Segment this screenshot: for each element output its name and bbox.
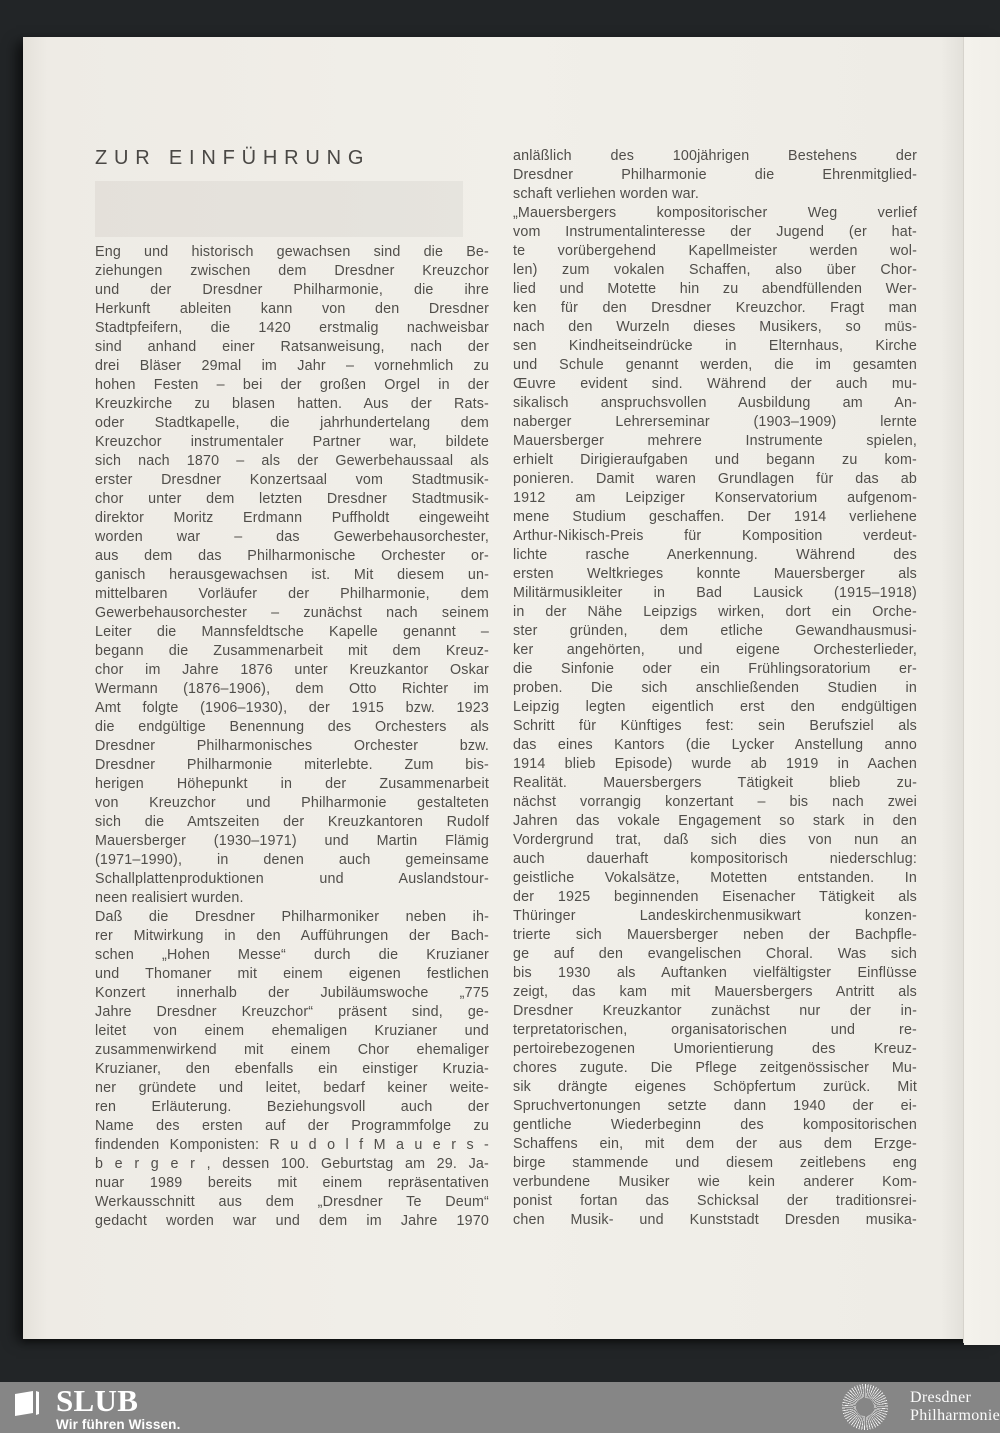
text-line: terpretatorischen, organisatorischen und re- xyxy=(513,1022,917,1038)
text-line: die endgültige Benennung des Orchesters als xyxy=(95,719,489,735)
text-line: Realität. Mauersbergers Tätigkeit blieb zu- xyxy=(513,775,917,791)
text-line: verbundene Musiker wie kein anderer Kom- xyxy=(513,1174,917,1190)
text-line: auch dauerhaft kompositorisch niederschlug: xyxy=(513,851,917,867)
text-line: zeigt, das kam mit Mauersbergers Antritt als xyxy=(513,984,917,1000)
text-line: Stadtpfeifern, die 1420 erstmalig nachweisbar xyxy=(95,320,489,336)
text-line: Kreuzchor instrumentaler Partner war, bildete xyxy=(95,434,489,450)
text-line: Dresdner Kreuzkantor zunächst nur der in- xyxy=(513,1003,917,1019)
text-line: te vorübergehend Kapellmeister werden wol- xyxy=(513,243,917,259)
text-line: Werkausschnitt aus dem „Dresdner Te Deum“ xyxy=(95,1194,489,1210)
page-fold-line xyxy=(963,37,964,1343)
text-line: findenden Komponisten: R u d o l f M a u e r s - xyxy=(95,1137,489,1153)
text-line: Jahre Dresdner Kreuzchor“ präsent sind, ge- xyxy=(95,1004,489,1020)
text-line: Dresdner Philharmonisches Orchester bzw. xyxy=(95,738,489,754)
text-line: bis 1930 als Auftanken vielfältigster Einflüsse xyxy=(513,965,917,981)
text-line: ponist fortan das Schicksal der traditionsrei- xyxy=(513,1193,917,1209)
page-gutter-shading xyxy=(941,37,963,1339)
text-line: ganisch herausgewachsen ist. Mit diesem un- xyxy=(95,567,489,583)
text-line: drei Bläser 29mal im Jahr – vornehmlich zu xyxy=(95,358,489,374)
text-line: lichte rasche Anerkennung. Während des xyxy=(513,547,917,563)
text-line: der 1925 beginnenden Eisenacher Tätigkeit als xyxy=(513,889,917,905)
text-line: ker angehörten, und eigene Orchesterlieder, xyxy=(513,642,917,658)
text-line: birge stammende und diesem zeitlebens eng xyxy=(513,1155,917,1171)
philharmonie-name-line2: Philharmonie xyxy=(910,1407,1000,1424)
text-line: schen „Hohen Messe“ durch die Kruzianer xyxy=(95,947,489,963)
text-line: sich die Amtszeiten der Kreuzkantoren Rudolf xyxy=(95,814,489,830)
text-line: worden war – das Gewerbehausorchester, xyxy=(95,529,489,545)
text-line: erhielt Dirigieraufgaben und begann zu kom- xyxy=(513,452,917,468)
text-line: Gewerbehausorchester – zunächst nach seinem xyxy=(95,605,489,621)
text-line: Mauersberger (1930–1971) und Martin Flämig xyxy=(95,833,489,849)
text-line: Name des ersten auf der Programmfolge zu xyxy=(95,1118,489,1134)
text-line: Vordergrund trat, daß sich dies von nun an xyxy=(513,832,917,848)
text-line: ren Erläuterung. Beziehungsvoll auch der xyxy=(95,1099,489,1115)
text-line: mittelbaren Vorläufer der Philharmonie, dem xyxy=(95,586,489,602)
text-line: Leipzig legten eigentlich erst den endgültigen xyxy=(513,699,917,715)
text-line: lied und Motette hin zu abendfüllenden Wer- xyxy=(513,281,917,297)
text-line: chor unter dem letzten Dresdner Stadtmusik- xyxy=(95,491,489,507)
text-line: ge auf den evangelischen Choral. Was sich xyxy=(513,946,917,962)
text-line: gedacht worden war und dem im Jahre 1970 xyxy=(95,1213,489,1229)
text-line: rer Mitwirkung in den Aufführungen der Bach- xyxy=(95,928,489,944)
text-line: 1914 blieb Episode) wurde ab 1919 in Aachen xyxy=(513,756,917,772)
philharmonie-text xyxy=(910,1389,1000,1425)
text-line: mene Studium geschaffen. Der 1914 verliehene xyxy=(513,509,917,525)
text-line: ster gründen, dem etliche Gewandhausmusi- xyxy=(513,623,917,639)
text-line: ziehungen zwischen dem Dresdner Kreuzchor xyxy=(95,263,489,279)
text-line: Schaffens ein, mit dem der aus dem Erzge- xyxy=(513,1136,917,1152)
text-line: hohen Festen – bei der großen Orgel in der xyxy=(95,377,489,393)
text-line: 1912 am Leipziger Konservatorium aufgenom- xyxy=(513,490,917,506)
text-line: herigen Höhepunkt in der Zusammenarbeit xyxy=(95,776,489,792)
text-line: leitet von einem ehemaligen Kruzianer und xyxy=(95,1023,489,1039)
text-line: sikalisch anspruchsvollen Ausbildung am An- xyxy=(513,395,917,411)
text-line: ner gründete und leitet, bedarf keiner weite- xyxy=(95,1080,489,1096)
text-line: zusammenwirkend mit einem Chor ehemaliger xyxy=(95,1042,489,1058)
text-line: nächst vorrangig konzertant – bis nach zwei xyxy=(513,794,917,810)
text-line: erster Dresdner Konzertsaal vom Stadtmusik- xyxy=(95,472,489,488)
sunburst-center xyxy=(856,1398,874,1416)
text-line: sich nach 1870 – als der Gewerbehaussaal als xyxy=(95,453,489,469)
text-line: pertoirebezogenen Umorientierung des Kreuz- xyxy=(513,1041,917,1057)
text-line: schaft verliehen worden war. xyxy=(513,186,699,202)
text-line: Spruchvertonungen setzte dann 1940 der ei- xyxy=(513,1098,917,1114)
text-line: Daß die Dresdner Philharmoniker neben ih- xyxy=(95,909,489,925)
text-line: gentliche Wiederbeginn des kompositorischen xyxy=(513,1117,917,1133)
text-line: Wermann (1876–1906), dem Otto Richter im xyxy=(95,681,489,697)
slub-text xyxy=(56,1383,181,1432)
text-line: Amt folgte (1906–1930), der 1915 bzw. 1923 xyxy=(95,700,489,716)
booklet-page xyxy=(23,37,1000,1339)
text-line: ponieren. Damit waren Grundlagen für das ab xyxy=(513,471,917,487)
text-line: nuar 1989 bereits mit einem repräsentativen xyxy=(95,1175,489,1191)
text-line: in der Nähe Leipzigs wirken, dort ein Orche- xyxy=(513,604,917,620)
text-line: chores zugute. Die Pflege zeitgenössischer Mu- xyxy=(513,1060,917,1076)
text-line: oder Stadtkapelle, die jahrhundertelang dem xyxy=(95,415,489,431)
text-column-right xyxy=(513,147,917,1230)
philharmonie-name-line1: Dresdner xyxy=(910,1389,972,1406)
text-line: und Thomaner mit einem eigenen festlichen xyxy=(95,966,489,982)
text-line: Dresdner Philharmonie die Ehrenmitglied- xyxy=(513,167,917,183)
text-line: Leiter die Mannsfeldtsche Kapelle genannt – xyxy=(95,624,489,640)
text-line: sik drängte eigenes Schöpfertum zurück. Mit xyxy=(513,1079,917,1095)
print-artifact xyxy=(95,181,463,237)
slub-book-icon xyxy=(13,1389,43,1417)
text-line: Schallplattenproduktionen und Auslandstour- xyxy=(95,871,489,887)
text-line: Konzert innerhalb der Jubiläumswoche „775 xyxy=(95,985,489,1001)
text-line: „Mauersbergers kompositorischer Weg verlief xyxy=(513,205,917,221)
text-line: b e r g e r , dessen 100. Geburtstag am 29. Ja- xyxy=(95,1156,489,1172)
text-line: Herkunft ableiten kann von den Dresdner xyxy=(95,301,489,317)
text-line: das eines Kantors (die Lycker Anstellung anno xyxy=(513,737,917,753)
text-line: Kreuzkirche zu blasen hatten. Aus der Rats- xyxy=(95,396,489,412)
text-line: die Sinfonie oder ein Frühlingsoratorium er- xyxy=(513,661,917,677)
text-line: Eng und historisch gewachsen sind die Be- xyxy=(95,244,489,260)
sunburst-icon xyxy=(842,1384,888,1430)
text-line: Œuvre evident sind. Während der auch mu- xyxy=(513,376,917,392)
text-line: trierte sich Mauersberger neben der Bachpfle- xyxy=(513,927,917,943)
text-line: chor im Jahre 1876 unter Kreuzkantor Oskar xyxy=(95,662,489,678)
text-line: aus dem das Philharmonische Orchester or- xyxy=(95,548,489,564)
text-line: vom Instrumentalinteresse der Jugend (er hat- xyxy=(513,224,917,240)
text-line: ken für den Dresdner Kreuzchor. Fragt man xyxy=(513,300,917,316)
text-line: chen Musik- und Kunststadt Dresden musika- xyxy=(513,1212,917,1228)
text-line: begann die Zusammenarbeit mit dem Kreuz- xyxy=(95,643,489,659)
text-line: nach den Wurzeln dieses Musikers, so müs- xyxy=(513,319,917,335)
text-line: ersten Weltkrieges konnte Mauersberger als xyxy=(513,566,917,582)
text-line: Kruzianer, den ebenfalls ein einstiger Kruzia- xyxy=(95,1061,489,1077)
text-line: neen realisiert wurden. xyxy=(95,890,244,906)
footer-bar xyxy=(0,1382,1000,1433)
text-line: sen Kindheitseindrücke in Elternhaus, Kirche xyxy=(513,338,917,354)
text-line: geistliche Vokalsätze, Motetten entstanden. In xyxy=(513,870,917,886)
text-line: Arthur-Nikisch-Preis für Komposition verdeut- xyxy=(513,528,917,544)
text-line: Thüringer Landeskirchenmusikwart konzen- xyxy=(513,908,917,924)
text-line: (1971–1990), in denen auch gemeinsame xyxy=(95,852,489,868)
text-line: proben. Die sich anschließenden Studien in xyxy=(513,680,917,696)
page-title: ZUR EINFÜHRUNG xyxy=(95,147,371,169)
philharmonie-logo xyxy=(842,1384,1000,1430)
slub-tagline: Wir führen Wissen. xyxy=(56,1417,181,1432)
text-line: naberger Lehrerseminar (1903–1909) lernte xyxy=(513,414,917,430)
text-line: Schritt für Künftiges fest: sein Berufsziel als xyxy=(513,718,917,734)
text-line: Militärmusikleiter in Bad Lausick (1915–1918) xyxy=(513,585,917,601)
text-line: und der Dresdner Philharmonie, die ihre xyxy=(95,282,489,298)
slub-logo xyxy=(13,1383,181,1432)
slub-wordmark: SLUB xyxy=(56,1383,139,1418)
text-line: und Schule genannt werden, die im gesamten xyxy=(513,357,917,373)
text-line: Dresdner Philharmonie miterlebte. Zum bis- xyxy=(95,757,489,773)
text-line: von Kreuzchor und Philharmonie gestalteten xyxy=(95,795,489,811)
text-line: len) zum vokalen Schaffen, also über Chor- xyxy=(513,262,917,278)
text-line: direktor Moritz Erdmann Puffholdt eingeweiht xyxy=(95,510,489,526)
text-column-left xyxy=(95,243,489,1231)
text-line: Mauersberger mehrere Instrumente spielen, xyxy=(513,433,917,449)
text-line: sind anhand einer Ratsanweisung, nach der xyxy=(95,339,489,355)
next-page-edge xyxy=(964,37,1000,1345)
text-line: Jahren das vokale Engagement so stark in den xyxy=(513,813,917,829)
text-line: anläßlich des 100jährigen Bestehens der xyxy=(513,148,917,164)
